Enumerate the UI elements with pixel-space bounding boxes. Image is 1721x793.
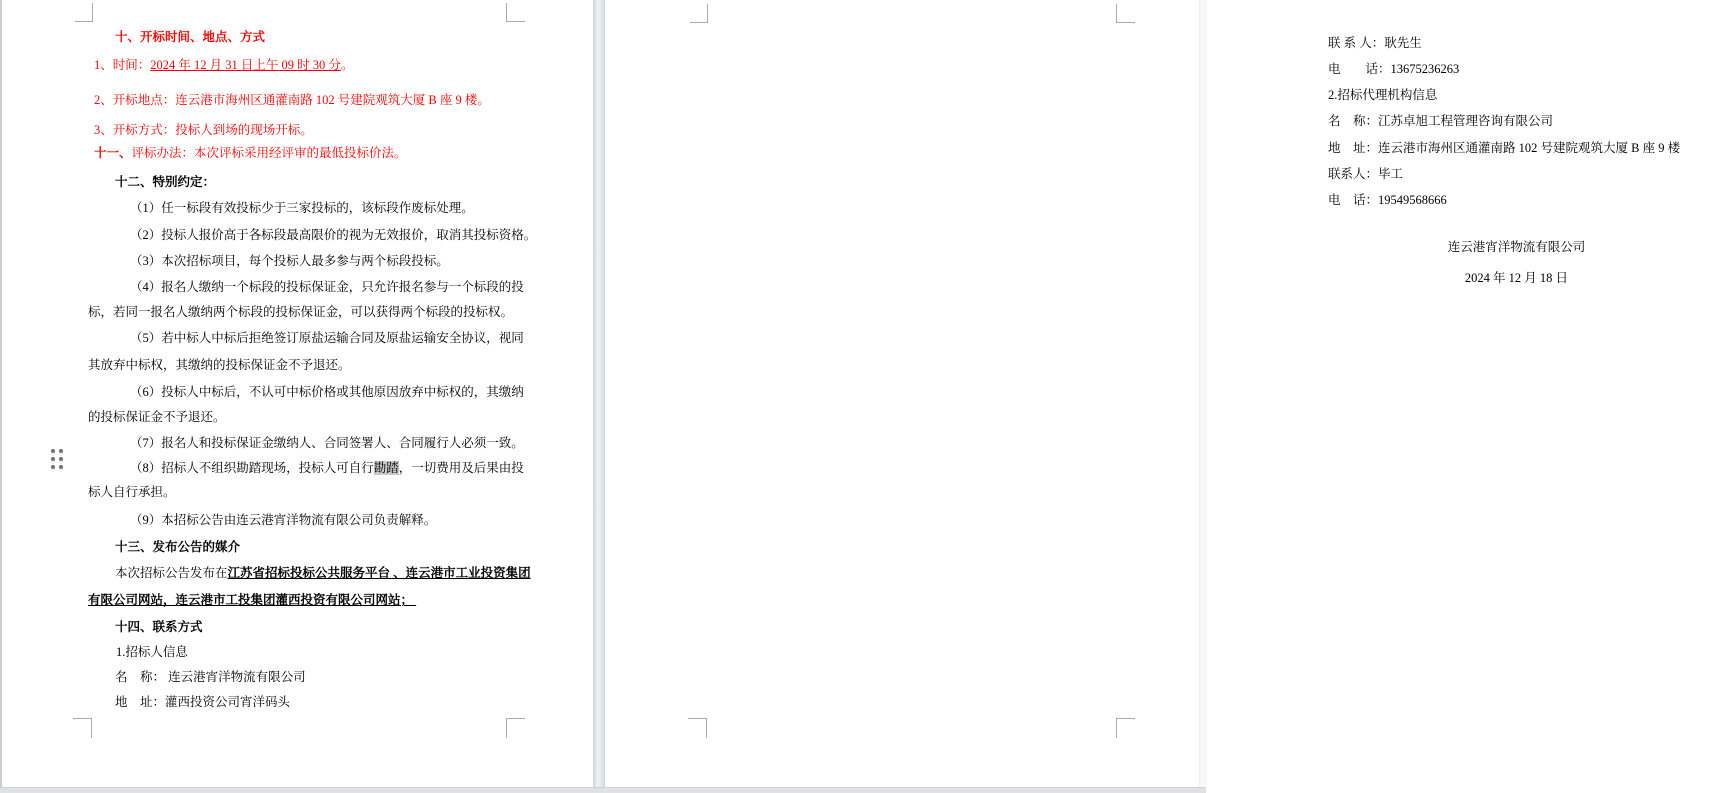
special-term-9: （9）本招标公告由连云港宵洋物流有限公司负责解释。 [130,513,437,527]
agency-info-title: 2.招标代理机构信息 [1328,88,1438,102]
document-page-1[interactable] [2,0,593,787]
bidder-contact-phone: 电 话：13675236263 [1328,62,1460,76]
special-term-8-cont: 标人自行承担。 [88,485,176,499]
agency-address: 地 址：连云港市海州区通灌南路 102 号建院观筑大厦 B 座 9 楼 [1328,141,1681,155]
signature-company: 连云港宵洋物流有限公司 [1447,240,1586,254]
margin-crop-mark [73,718,92,738]
document-page-2[interactable] [605,0,1681,787]
agency-name: 名 称：江苏卓旭工程管理咨询有限公司 [1328,114,1554,128]
special-term-3: （3）本次招标项目，每个投标人最多参与两个标段投标。 [130,254,449,268]
special-term-8: （8）招标人不组织勘踏现场，投标人可自行勘踏，一切费用及后果由投 [130,461,524,475]
heading-section-12-special-terms: 十二、特别约定： [115,175,216,189]
heading-section-11-evaluation: 十一、评标办法：本次评标采用经评审的最低投标价法。 [94,146,407,160]
special-term-6-cont: 的投标保证金不予退还。 [88,410,226,424]
special-term-4-cont: 标，若同一报名人缴纳两个标段的投标保证金，可以获得两个标段的投标权。 [88,305,514,319]
margin-crop-mark [506,3,525,22]
special-term-6: （6）投标人中标后，不认可中标价格或其他原因放弃中标权的，其缴纳 [130,385,524,399]
heading-section-14-contact: 十四、联系方式 [115,620,203,634]
special-term-7: （7）报名人和投标保证金缴纳人、合同签署人、合同履行人必须一致。 [130,436,524,450]
heading-section-10: 十、开标时间、地点、方式 [115,30,266,44]
item-bid-opening-time: 1、时间：2024 年 12 月 31 日上午 09 时 30 分。 [94,58,354,72]
special-term-4: （4）报名人缴纳一个标段的投标保证金，只允许报名参与一个标段的投 [130,280,524,294]
margin-crop-mark [506,718,525,738]
bidder-contact-person: 联 系 人：耿先生 [1328,36,1422,50]
bidder-name: 名 称： 连云港宵洋物流有限公司 [115,670,306,684]
margin-crop-mark [1116,718,1135,738]
agency-contact-person: 联系人：毕工 [1328,167,1404,181]
margin-crop-mark [75,3,93,22]
paragraph-drag-handle-icon[interactable] [51,449,66,471]
page-gap [593,0,605,787]
horizontal-scrollbar-track[interactable] [0,787,1206,793]
special-term-5: （5）若中标人中标后拒绝签订原盐运输合同及原盐运输安全协议，视同 [130,331,524,345]
right-edge-border [1199,0,1207,787]
special-term-2: （2）投标人报价高于各标段最高限价的视为无效报价，取消其投标资格。 [130,228,537,242]
margin-crop-mark [1116,4,1135,23]
margin-crop-mark [690,4,708,23]
media-paragraph-line-1: 本次招标公告发布在江苏省招标投标公共服务平台 、连云港市工业投资集团 [115,566,531,580]
item-bid-opening-location: 2、开标地点：连云港市海州区通灌南路 102 号建院观筑大厦 B 座 9 楼。 [94,93,490,107]
special-term-1: （1）任一标段有效投标少于三家投标的，该标段作废标处理。 [130,201,474,215]
signature-date: 2024 年 12 月 18 日 [1464,271,1569,285]
special-term-5-cont: 其放弃中标权，其缴纳的投标保证金不予退还。 [88,358,351,372]
agency-contact-phone: 电 话：19549568666 [1328,193,1447,207]
bidder-address: 地 址：灌西投资公司宵洋码头 [115,695,291,709]
margin-crop-mark [688,718,707,738]
item-bid-opening-method: 3、开标方式：投标人到场的现场开标。 [94,123,313,137]
heading-section-13-media: 十三、发布公告的媒介 [115,540,241,554]
media-paragraph-line-2: 有限公司网站，连云港市工投集团灌西投资有限公司网站； [88,593,417,607]
bidder-info-title: 1.招标人信息 [116,645,188,659]
left-edge-border [0,0,2,787]
